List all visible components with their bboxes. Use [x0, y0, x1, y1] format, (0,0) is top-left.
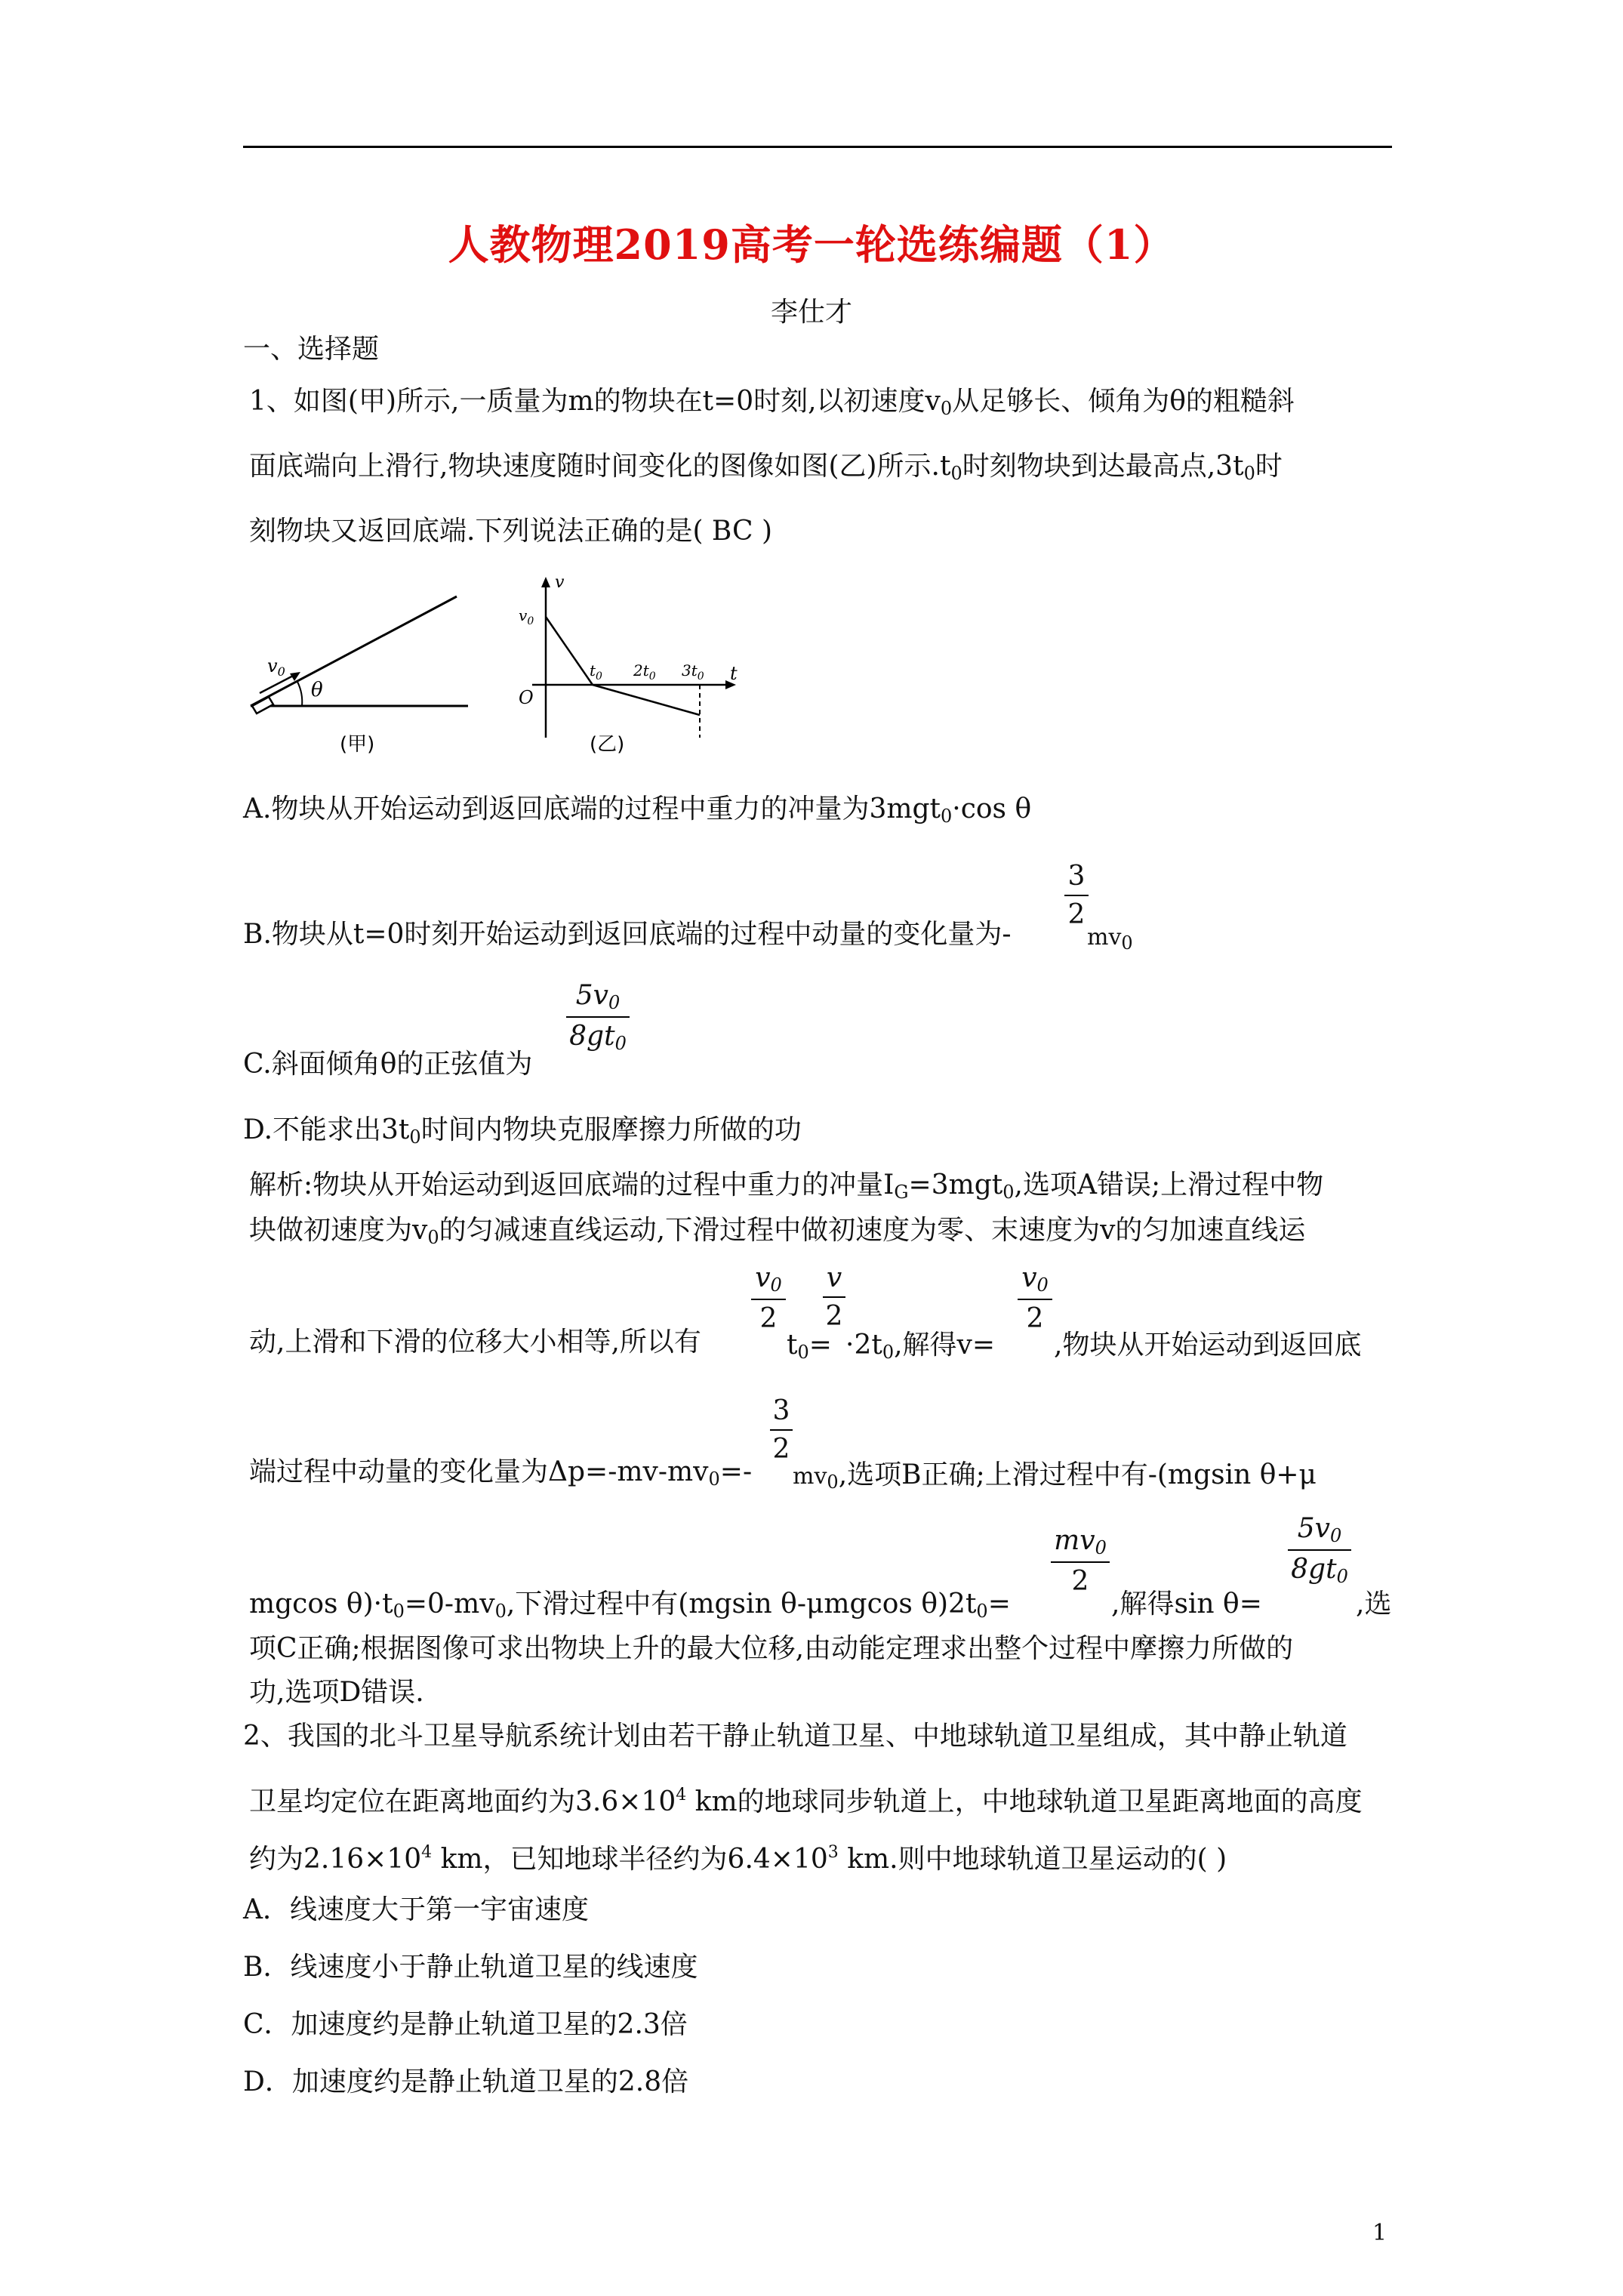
figure-yi	[502, 575, 751, 764]
q1-analysis-frac-5: $mv_0$ 2	[1051, 1525, 1110, 1597]
q1-analysis-frac-6: $5v_0$ $8gt_0$	[1288, 1513, 1351, 1587]
q1-line-1: 1、如图(甲)所示,一质量为m的物块在t=0时刻,以初速度$v_0$从足够长、倾角为θ的粗糙斜	[249, 386, 1295, 419]
fig-yi-v0-label: $v_0$	[519, 606, 534, 627]
q2-option-a: A．线速度大于第一宇宙速度	[243, 1894, 589, 1925]
q1-option-a: A.物块从开始运动到返回底端的过程中重力的冲量为3mgt$_0$·cos θ	[243, 794, 1032, 827]
fig-yi-2t0-label: $2t_0$	[633, 661, 656, 683]
q1-option-b: B.物块从t=0时刻开始运动到返回底端的过程中动量的变化量为-	[243, 919, 1012, 950]
fig-yi-3t0-label: $3t_0$	[682, 661, 704, 683]
figure-jia	[242, 559, 483, 763]
q1-analysis-t0: $t_0=$	[787, 1330, 832, 1363]
page-number: 1	[1372, 2220, 1387, 2246]
q1-analysis-frac-4: 3 2	[770, 1395, 793, 1465]
fig-yi-t0-label: $t_0$	[590, 661, 602, 683]
fig-yi-origin-label: O	[519, 687, 534, 708]
q1-analysis-line-4-end: $mv_0$,选项B正确;上滑过程中有-(mgsin θ+μ	[793, 1459, 1317, 1493]
fig-yi-t-axis-label: t	[730, 663, 738, 684]
q1-analysis-line-6: 项C正确;根据图像可求出物块上升的最大位移,由动能定理求出整个过程中摩擦力所做的	[249, 1633, 1294, 1664]
q2-line-3: 约为$2.16\times 10^4$ km，已知地球半径约为$6.4\times 10^3$ km.则中地球轨道卫星运动的( )	[249, 1843, 1227, 1875]
q1-analysis-frac-2: v 2	[823, 1262, 845, 1332]
q1-analysis-sin: ,解得sin θ=	[1111, 1589, 1262, 1620]
q1-option-d: D.不能求出$3t_0$时间内物块克服摩擦力所做的功	[243, 1114, 802, 1148]
fig-yi-v-axis-label: v	[555, 575, 565, 592]
q2-option-b: B．线速度小于静止轨道卫星的线速度	[243, 1952, 698, 1983]
page-title: 人教物理2019高考一轮选练编题（1）	[448, 220, 1175, 269]
header-rule	[243, 146, 1392, 148]
fig-jia-v0-label: $v_0$	[267, 655, 285, 679]
graph-down-segment	[593, 685, 700, 715]
q2-line-1: 2、我国的北斗卫星导航系统计划由若干静止轨道卫星、中地球轨道卫星组成，其中静止轨道	[243, 1721, 1347, 1752]
q1-analysis-line-4: 端过程中动量的变化量为$\Delta p=-mv-mv_0=-$	[249, 1456, 753, 1490]
q1-analysis-line-3-end: ,物块从开始运动到返回底	[1054, 1330, 1362, 1361]
q1-analysis-line-1: 解析:物块从开始运动到返回底端的过程中重力的冲量$I_G=3mgt_0$,选项A错误;上滑过程中物	[249, 1170, 1324, 1203]
v-axis-arrowhead	[541, 577, 550, 587]
section-heading: 一、选择题	[243, 334, 380, 365]
graph-up-segment	[546, 617, 593, 685]
q1-analysis-solve: $\cdot 2t_0$,解得v=	[845, 1330, 996, 1363]
q2-option-d: D．加速度约是静止轨道卫星的2.8倍	[243, 2066, 689, 2097]
block-shape	[252, 697, 273, 713]
q1-analysis-line-5: mgcos $\theta)\cdot t_0=0-mv_0$,下滑过程中有(mgsin θ-μmgcos $\theta)2t_0=$	[249, 1589, 1011, 1622]
q1-line-2: 面底端向上滑行,物块速度随时间变化的图像如图(乙)所示$.t_0$时刻物块到达最高点$,3t_0$时	[249, 451, 1283, 484]
q1-option-c-fraction: $5v_0$ $8gt_0$	[566, 980, 630, 1054]
angle-arc	[297, 682, 302, 706]
q1-analysis-line-3: 动,上滑和下滑的位移大小相等,所以有	[249, 1327, 701, 1358]
fig-jia-caption: (甲)	[340, 733, 375, 756]
q1-analysis-line-2: 块做初速度为$v_0$的匀减速直线运动,下滑过程中做初速度为零、末速度为v的匀加速直线运	[249, 1215, 1306, 1248]
q1-analysis-frac-3: $v_0$ 2	[1018, 1262, 1052, 1334]
q1-analysis-frac-1: $v_0$ 2	[751, 1262, 786, 1334]
fig-yi-caption: (乙)	[590, 733, 625, 756]
fig-jia-theta-label: θ	[311, 679, 323, 701]
q2-option-c: C．加速度约是静止轨道卫星的2.3倍	[243, 2009, 688, 2040]
q1-option-c: C.斜面倾角θ的正弦值为	[243, 1049, 533, 1080]
q1-analysis-line-5-end: ,选	[1356, 1589, 1392, 1620]
author: 李仕才	[770, 297, 852, 328]
incline-line	[251, 596, 457, 706]
q1-option-b-mv0: $mv_0$	[1087, 924, 1133, 954]
q1-line-3: 刻物块又返回底端.下列说法正确的是( BC )	[249, 516, 773, 547]
q1-option-b-fraction: 3 2	[1064, 861, 1089, 930]
q1-analysis-line-7: 功,选项D错误.	[249, 1677, 424, 1708]
q2-line-2: 卫星均定位在距离地面约为$3.6\times 10^4$ km的地球同步轨道上，中地球轨道卫星距离地面的高度	[249, 1786, 1363, 1817]
